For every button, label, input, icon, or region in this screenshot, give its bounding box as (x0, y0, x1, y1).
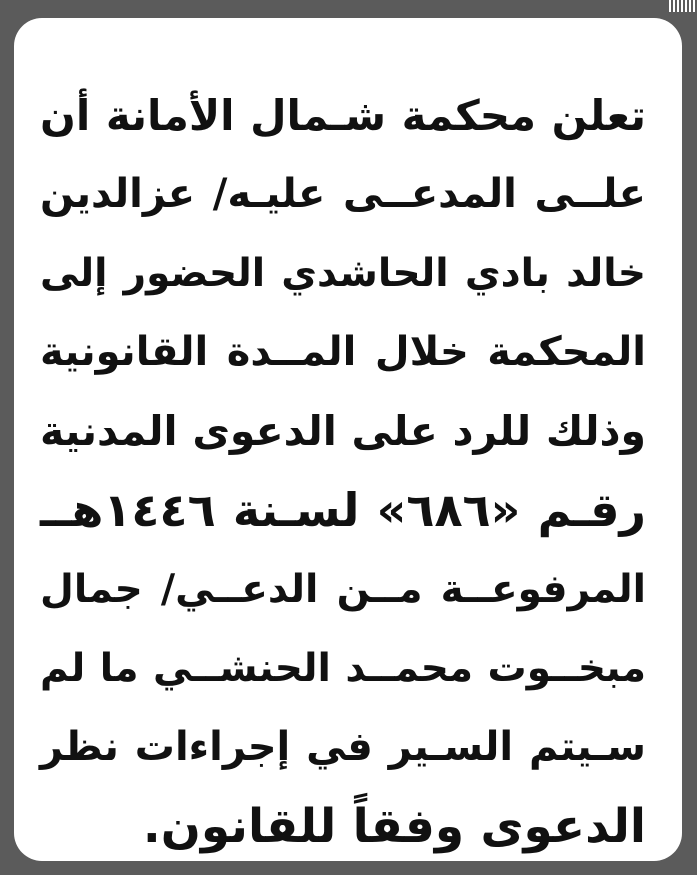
notice-line-8: مبخــوت محمــد الحنشــي ما لم (40, 646, 646, 691)
notice-line-6: رقـم «٦٨٦» لسـنة ١٤٤٦هــ (40, 483, 646, 537)
notice-card (14, 18, 682, 861)
notice-line-1: تعلن محكمة شـمال الأمانة أن (40, 91, 646, 140)
notice-line-4: المحكمة خلال المــدة القانونية (40, 329, 646, 375)
notice-line-9: سـيتم السـير في إجراءات نظر (40, 724, 646, 770)
notice-text (40, 76, 646, 866)
notice-line-3: خالد بادي الحاشدي الحضور إلى (40, 251, 646, 296)
scan-edge (667, 0, 697, 12)
notice-line-10: الدعوى وفقاً للقانون. (142, 799, 646, 854)
notice-line-7: المرفوعــة مــن الدعــي/ جمال (40, 567, 646, 612)
notice-line-2: علــى المدعــى عليـه/ عزالدين (40, 171, 646, 217)
notice-line-5: وذلك للرد على الدعوى المدنية (40, 407, 646, 455)
